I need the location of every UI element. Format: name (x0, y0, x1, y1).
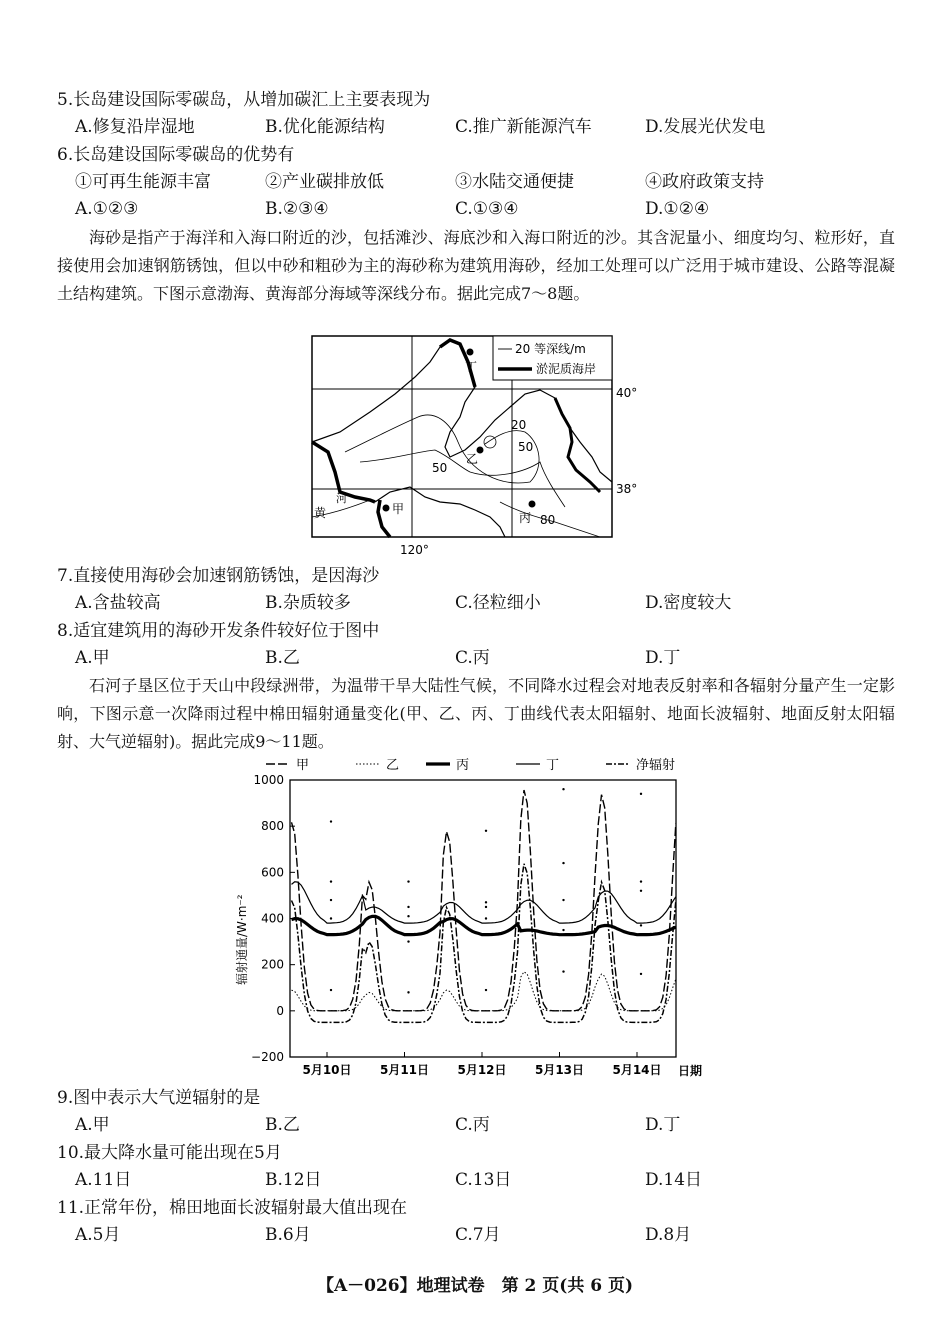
q9-option-b: B.乙 (265, 1115, 300, 1135)
point-ding-label: 丁 (465, 360, 478, 374)
series-point-丙 (485, 917, 487, 919)
series-line-净辐射 (292, 864, 676, 1023)
x-axis-title: 日期 (678, 1064, 703, 1078)
legend-label: 净辐射 (636, 758, 676, 773)
q9-option-a: A.甲 (75, 1115, 110, 1135)
q6-item-2: ②产业碳排放低 (265, 172, 384, 192)
series-point-丙 (407, 915, 409, 917)
isobath-label-50b: 50 (432, 461, 448, 475)
q6-item-4: ④政府政策支持 (645, 172, 764, 192)
q8-option-b: B.乙 (265, 648, 300, 668)
q7-option-b: B.杂质较多 (265, 593, 351, 613)
series-point-丙 (640, 924, 642, 926)
point-bing-dot (529, 501, 536, 508)
q6-option-c: C.①③④ (455, 199, 519, 219)
series-point-净辐射 (330, 899, 332, 901)
series-point-丁 (562, 899, 564, 901)
q7-option-c: C.径粒细小 (455, 593, 541, 613)
q6-item-1: ①可再生能源丰富 (75, 172, 211, 192)
series-point-乙 (485, 989, 487, 991)
q11-stem: 11.正常年份，棉田地面长波辐射最大值出现在 (57, 1198, 408, 1218)
q5-options (0, 116, 950, 138)
series-point-乙 (330, 989, 332, 991)
q7-stem: 7.直接使用海砂会加速钢筋锈蚀，是因海沙 (57, 566, 380, 586)
isobath-label-20: 20 (511, 418, 527, 432)
point-ding-dot (467, 349, 474, 356)
river-label-he: 河 (336, 492, 347, 505)
series-point-丁 (407, 906, 409, 908)
lat-40-label: 40° (616, 386, 638, 400)
series-point-净辐射 (640, 880, 642, 882)
isobath-label-50a: 50 (518, 440, 534, 454)
y-tick-label: 400 (261, 911, 284, 926)
q7-option-a: A.含盐较高 (75, 593, 161, 613)
series-point-丁 (485, 901, 487, 903)
passage-sea-sand: 海砂是指产于海洋和入海口附近的沙，包括滩沙、海底沙和入海口附近的沙。其含泥量小、细度均匀、粒形好，直接使用会加速钢筋锈蚀，但以中砂和粗砂为主的海砂称为建筑用海砂，经加工处理可以广泛用于城市建设、公路等混凝土结构建筑。下图示意渤海、黄海部分海域等深线分布。据此完成7～8题。 (57, 228, 895, 303)
chart-series (292, 788, 676, 1022)
series-point-乙 (407, 991, 409, 993)
radiation-flux-chart (228, 755, 723, 1085)
x-tick-label: 5月10日 (302, 1063, 352, 1077)
q11-option-d: D.8月 (645, 1225, 692, 1245)
river-label-huang: 黄 (314, 506, 327, 520)
series-point-甲 (485, 830, 487, 832)
series-line-丙 (292, 916, 676, 934)
q11-options (0, 1224, 950, 1246)
lon-120-label: 120° (400, 543, 429, 557)
q6-option-d: D.①②④ (645, 199, 710, 219)
q9-option-c: C.丙 (455, 1115, 490, 1135)
series-point-净辐射 (407, 940, 409, 942)
q10-options (0, 1169, 950, 1191)
q8-options (0, 647, 950, 669)
q10-option-a: A.11日 (75, 1170, 132, 1190)
series-point-净辐射 (562, 862, 564, 864)
series-point-丙 (330, 917, 332, 919)
q6-options (0, 198, 950, 220)
q10-option-c: C.13日 (455, 1170, 512, 1190)
y-tick-label: 800 (261, 819, 284, 834)
legend-label: 丙 (456, 758, 470, 773)
q11-option-c: C.7月 (455, 1225, 501, 1245)
x-tick-label: 5月11日 (379, 1063, 430, 1077)
legend-label: 甲 (296, 758, 310, 773)
q11-option-a: A.5月 (75, 1225, 121, 1245)
series-point-甲 (640, 793, 642, 795)
q5-option-a: A.修复沿岸湿地 (75, 117, 195, 137)
y-tick-label: 600 (261, 865, 284, 880)
q5-option-b: B.优化能源结构 (265, 117, 385, 137)
series-point-丁 (640, 890, 642, 892)
q5-option-d: D.发展光伏发电 (645, 117, 766, 137)
series-line-丁 (292, 882, 676, 923)
page-footer: 【A－026】地理试卷 第 2 页(共 6 页) (316, 1276, 634, 1296)
series-point-乙 (640, 973, 642, 975)
q6-option-a: A.①②③ (75, 199, 139, 219)
legend-coast-label: 淤泥质海岸 (536, 362, 597, 376)
q5-option-c: C.推广新能源汽车 (455, 117, 592, 137)
x-tick-label: 5月12日 (457, 1063, 507, 1077)
point-bing-label: 丙 (519, 511, 532, 525)
bohai-isobath-map (300, 332, 640, 560)
series-point-甲 (330, 820, 332, 822)
q6-items (0, 171, 950, 193)
q6-stem: 6.长岛建设国际零碳岛的优势有 (57, 145, 295, 165)
series-point-丙 (562, 929, 564, 931)
point-jia-dot (383, 505, 390, 512)
q9-options (0, 1114, 950, 1136)
q5-stem: 5.长岛建设国际零碳岛，从增加碳汇上主要表现为 (57, 90, 431, 110)
point-yi-label: 乙 (466, 452, 479, 466)
q10-option-d: D.14日 (645, 1170, 703, 1190)
series-point-甲 (562, 788, 564, 790)
q10-option-b: B.12日 (265, 1170, 322, 1190)
y-tick-label: 0 (276, 1003, 284, 1018)
passage-radiation: 石河子垦区位于天山中段绿洲带，为温带干旱大陆性气候，不同降水过程会对地表反射率和各辐射分量产生一定影响，下图示意一次降雨过程中棉田辐射通量变化(甲、乙、丙、丁曲线代表太阳辐射、地面长波辐射、地面反射太阳辐射、大气逆辐射)。据此完成9～11题。 (57, 676, 895, 751)
q8-stem: 8.适宜建筑用的海砂开发条件较好位于图中 (57, 621, 380, 641)
isobath-label-80: 80 (540, 513, 556, 527)
legend-label: 乙 (386, 758, 400, 773)
q9-stem: 9.图中表示大气逆辐射的是 (57, 1088, 261, 1108)
legend-isobath-label: 20 等深线/m (515, 342, 586, 356)
q7-option-d: D.密度较大 (645, 593, 732, 613)
legend-label: 丁 (546, 758, 560, 773)
lat-38-label: 38° (616, 482, 638, 496)
x-tick-label: 5月14日 (612, 1063, 662, 1077)
chart-legend (266, 758, 675, 773)
series-point-乙 (562, 970, 564, 972)
x-tick-label: 5月13日 (534, 1063, 585, 1077)
q8-option-c: C.丙 (455, 648, 490, 668)
series-line-甲 (292, 790, 676, 1011)
series-point-丁 (330, 880, 332, 882)
q8-option-a: A.甲 (75, 648, 110, 668)
q10-stem: 10.最大降水量可能出现在5月 (57, 1143, 282, 1163)
y-tick-label: 1000 (253, 773, 284, 787)
q11-option-b: B.6月 (265, 1225, 311, 1245)
q6-item-3: ③水陆交通便捷 (455, 172, 574, 192)
y-axis-title: 辐射通量/W·m⁻² (235, 894, 249, 985)
q9-option-d: D.丁 (645, 1115, 681, 1135)
y-tick-label: −200 (251, 1050, 284, 1064)
point-jia-label: 甲 (392, 502, 405, 516)
y-tick-label: 200 (261, 957, 284, 972)
series-point-净辐射 (485, 906, 487, 908)
q7-options (0, 592, 950, 614)
q6-option-b: B.②③④ (265, 199, 329, 219)
series-point-甲 (407, 880, 409, 882)
q8-option-d: D.丁 (645, 648, 681, 668)
